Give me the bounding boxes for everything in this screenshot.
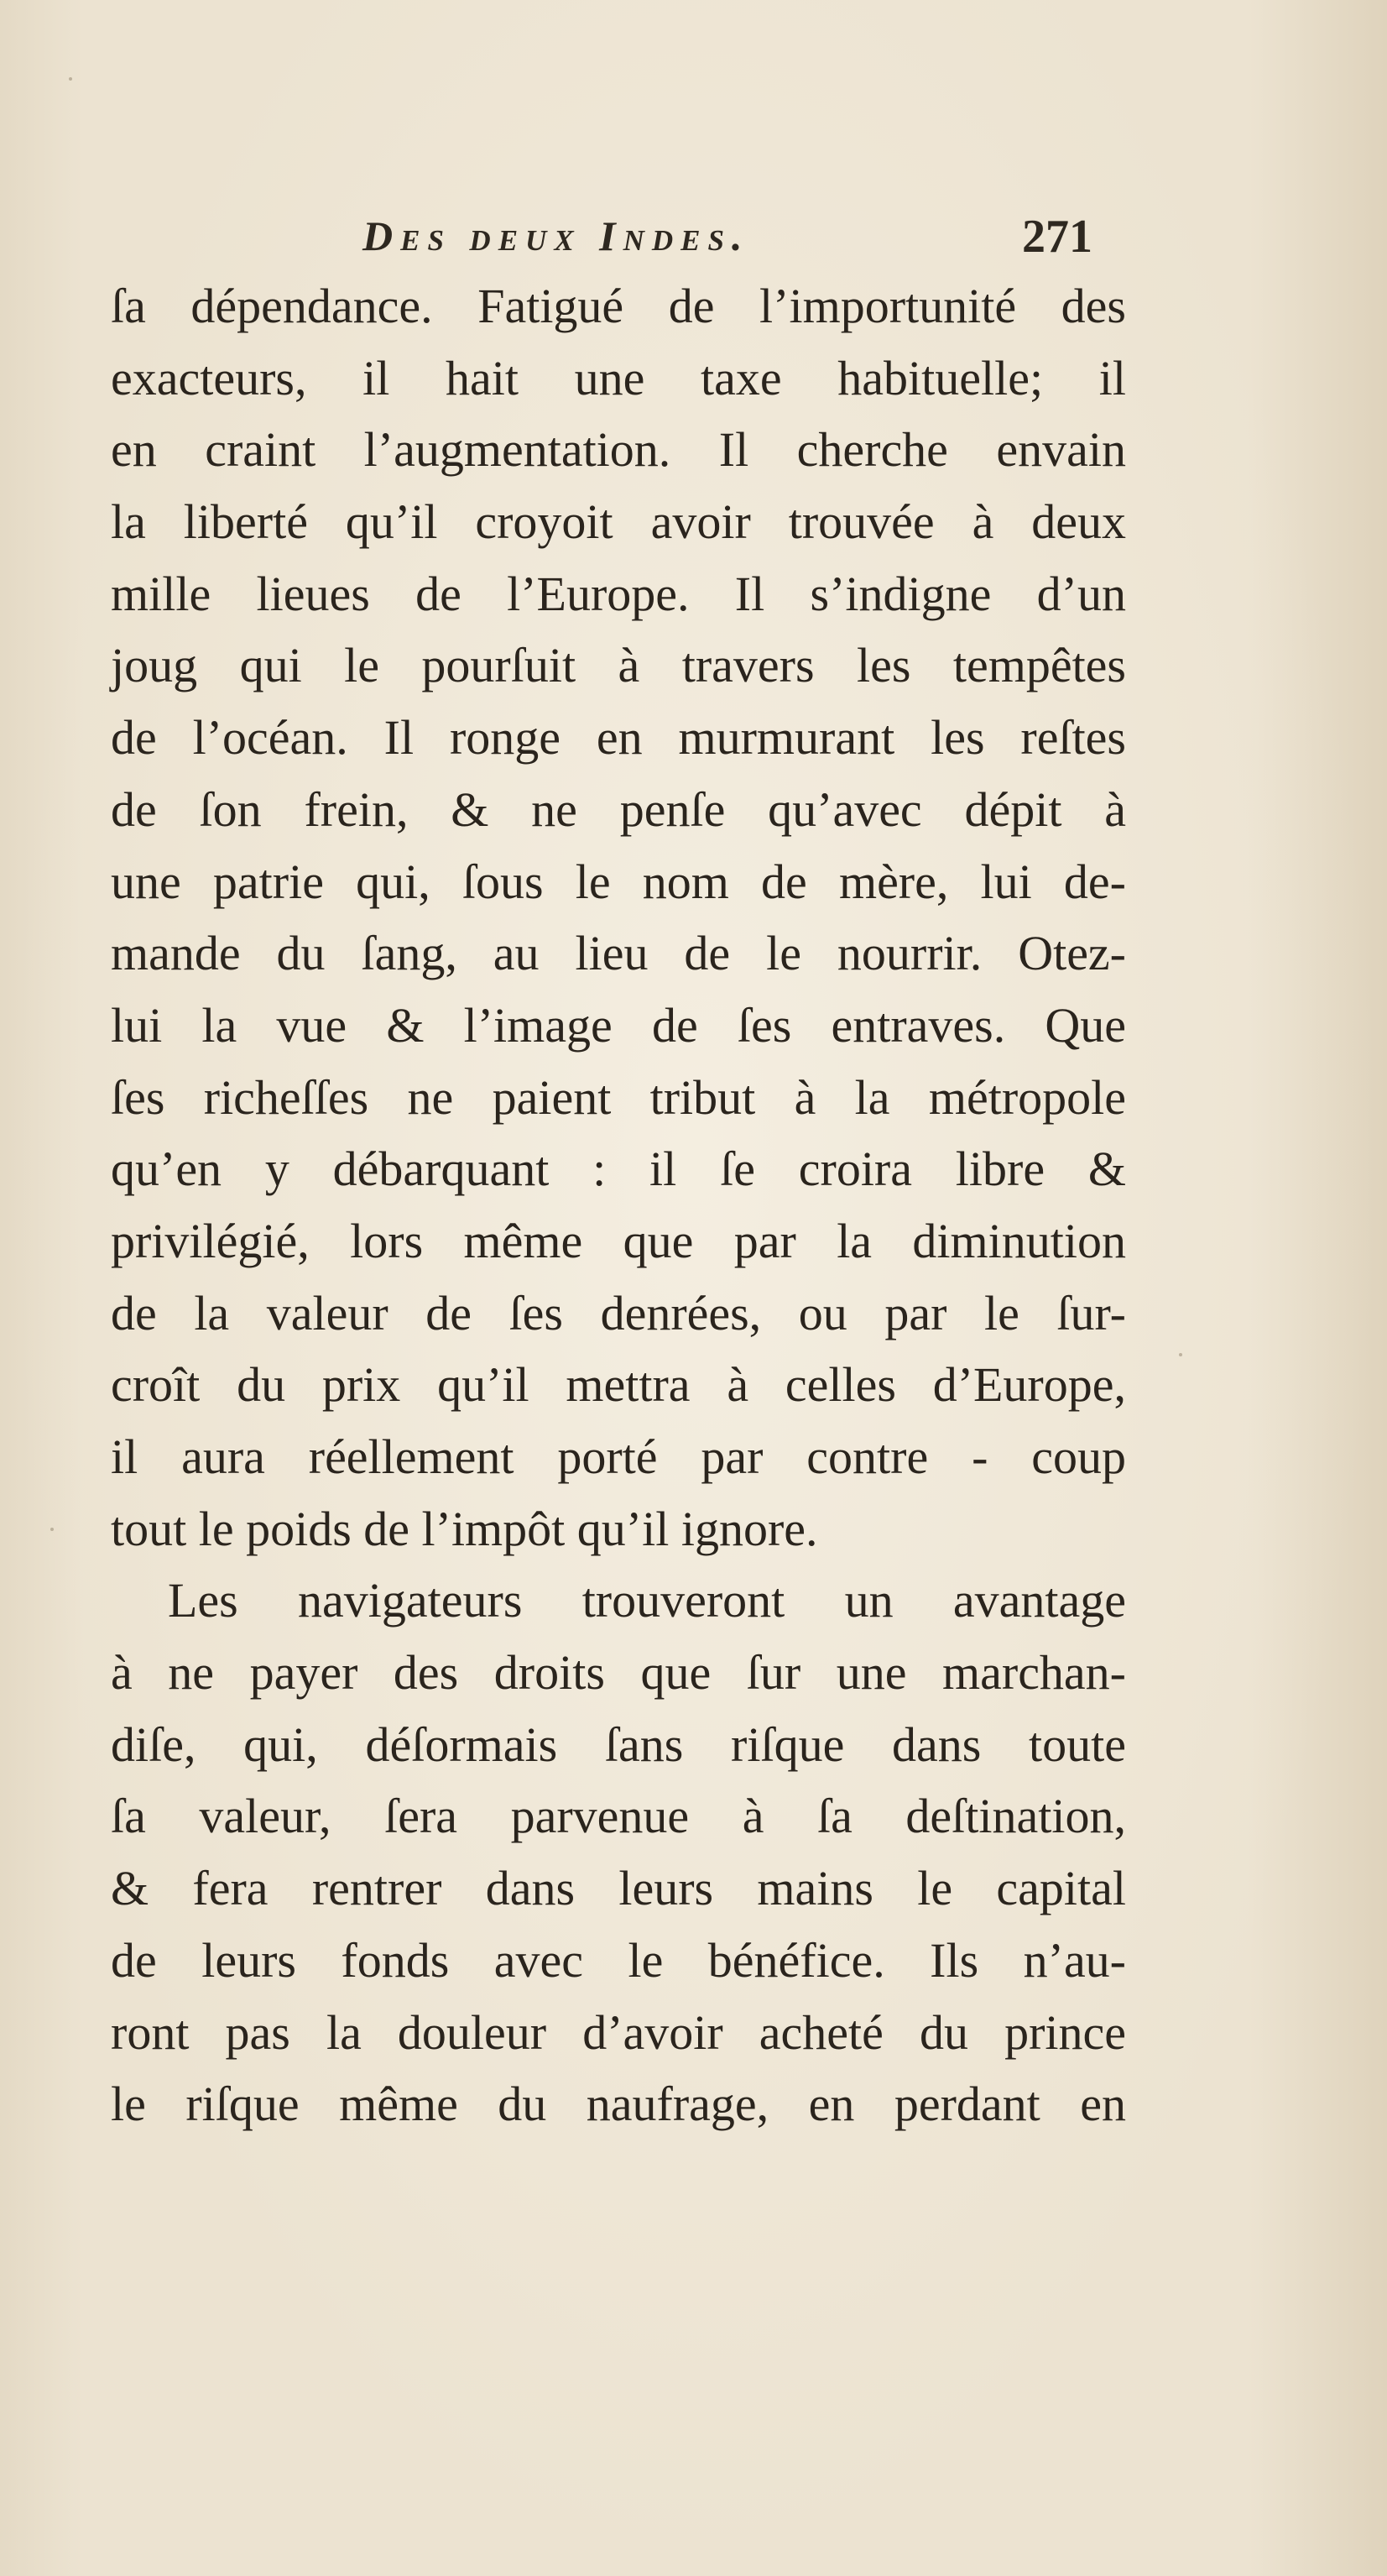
text-line: qu’en y débarquant : il ſe croira libre & bbox=[111, 1142, 1126, 1197]
text-line: de ſon frein, & ne penſe qu’avec dépit à bbox=[111, 781, 1126, 837]
text-line: ront pas la douleur d’avoir acheté du prince bbox=[111, 2004, 1126, 2060]
paper-speck bbox=[69, 77, 72, 81]
text-line: privilégié, lors même que par la diminution bbox=[111, 1213, 1126, 1268]
text-line: mande du ſang, au lieu de le nourrir. Otez- bbox=[111, 926, 1126, 981]
text-line: de l’océan. Il ronge en murmurant les reſtes bbox=[111, 710, 1126, 765]
text-line: tout le poids de l’impôt qu’il ignore. bbox=[111, 1501, 818, 1556]
page-number: 271 bbox=[1022, 211, 1092, 263]
text-line: la liberté qu’il croyoit avoir trouvée à deux bbox=[111, 494, 1126, 550]
body-text bbox=[111, 270, 1126, 2140]
text-line: croît du prix qu’il mettra à celles d’Europe, bbox=[111, 1357, 1126, 1413]
text-line: mille lieues de l’Europe. Il s’indigne d’un bbox=[111, 566, 1126, 621]
text-line: lui la vue & l’image de ſes entraves. Que bbox=[111, 997, 1126, 1053]
paper-speck bbox=[50, 1528, 54, 1531]
text-line: il aura réellement porté par contre - coup bbox=[111, 1429, 1126, 1484]
text-line: à ne payer des droits que ſur une marchan- bbox=[111, 1645, 1126, 1701]
text-line: le riſque même du naufrage, en perdant en bbox=[111, 2077, 1126, 2132]
text-line: en craint l’augmentation. Il cherche envain bbox=[111, 422, 1126, 478]
text-line: de la valeur de ſes denrées, ou par le ſur- bbox=[111, 1285, 1126, 1340]
text-line: & fera rentrer dans leurs mains le capital bbox=[111, 1861, 1126, 1916]
text-line: une patrie qui, ſous le nom de mère, lui de- bbox=[111, 854, 1126, 909]
text-line: diſe, qui, déſormais ſans riſque dans toute bbox=[111, 1716, 1126, 1772]
text-line: ſa valeur, ſera parvenue à ſa deſtination, bbox=[111, 1789, 1126, 1844]
text-line: exacteurs, il hait une taxe habituelle; il bbox=[111, 350, 1126, 405]
text-line: joug qui le pourſuit à travers les tempêtes bbox=[111, 638, 1126, 693]
text-line: ſes richeſſes ne paient tribut à la métropole bbox=[111, 1069, 1126, 1125]
paper-speck bbox=[1179, 1353, 1182, 1356]
running-head-title: Des deux Indes. bbox=[362, 212, 750, 259]
text-line: ſa dépendance. Fatigué de l’importunité des bbox=[111, 279, 1126, 333]
text-line: de leurs fonds avec le bénéfice. Ils n’au- bbox=[111, 1932, 1126, 1988]
text-line: Les navigateurs trouveront un avantage bbox=[168, 1573, 1126, 1628]
